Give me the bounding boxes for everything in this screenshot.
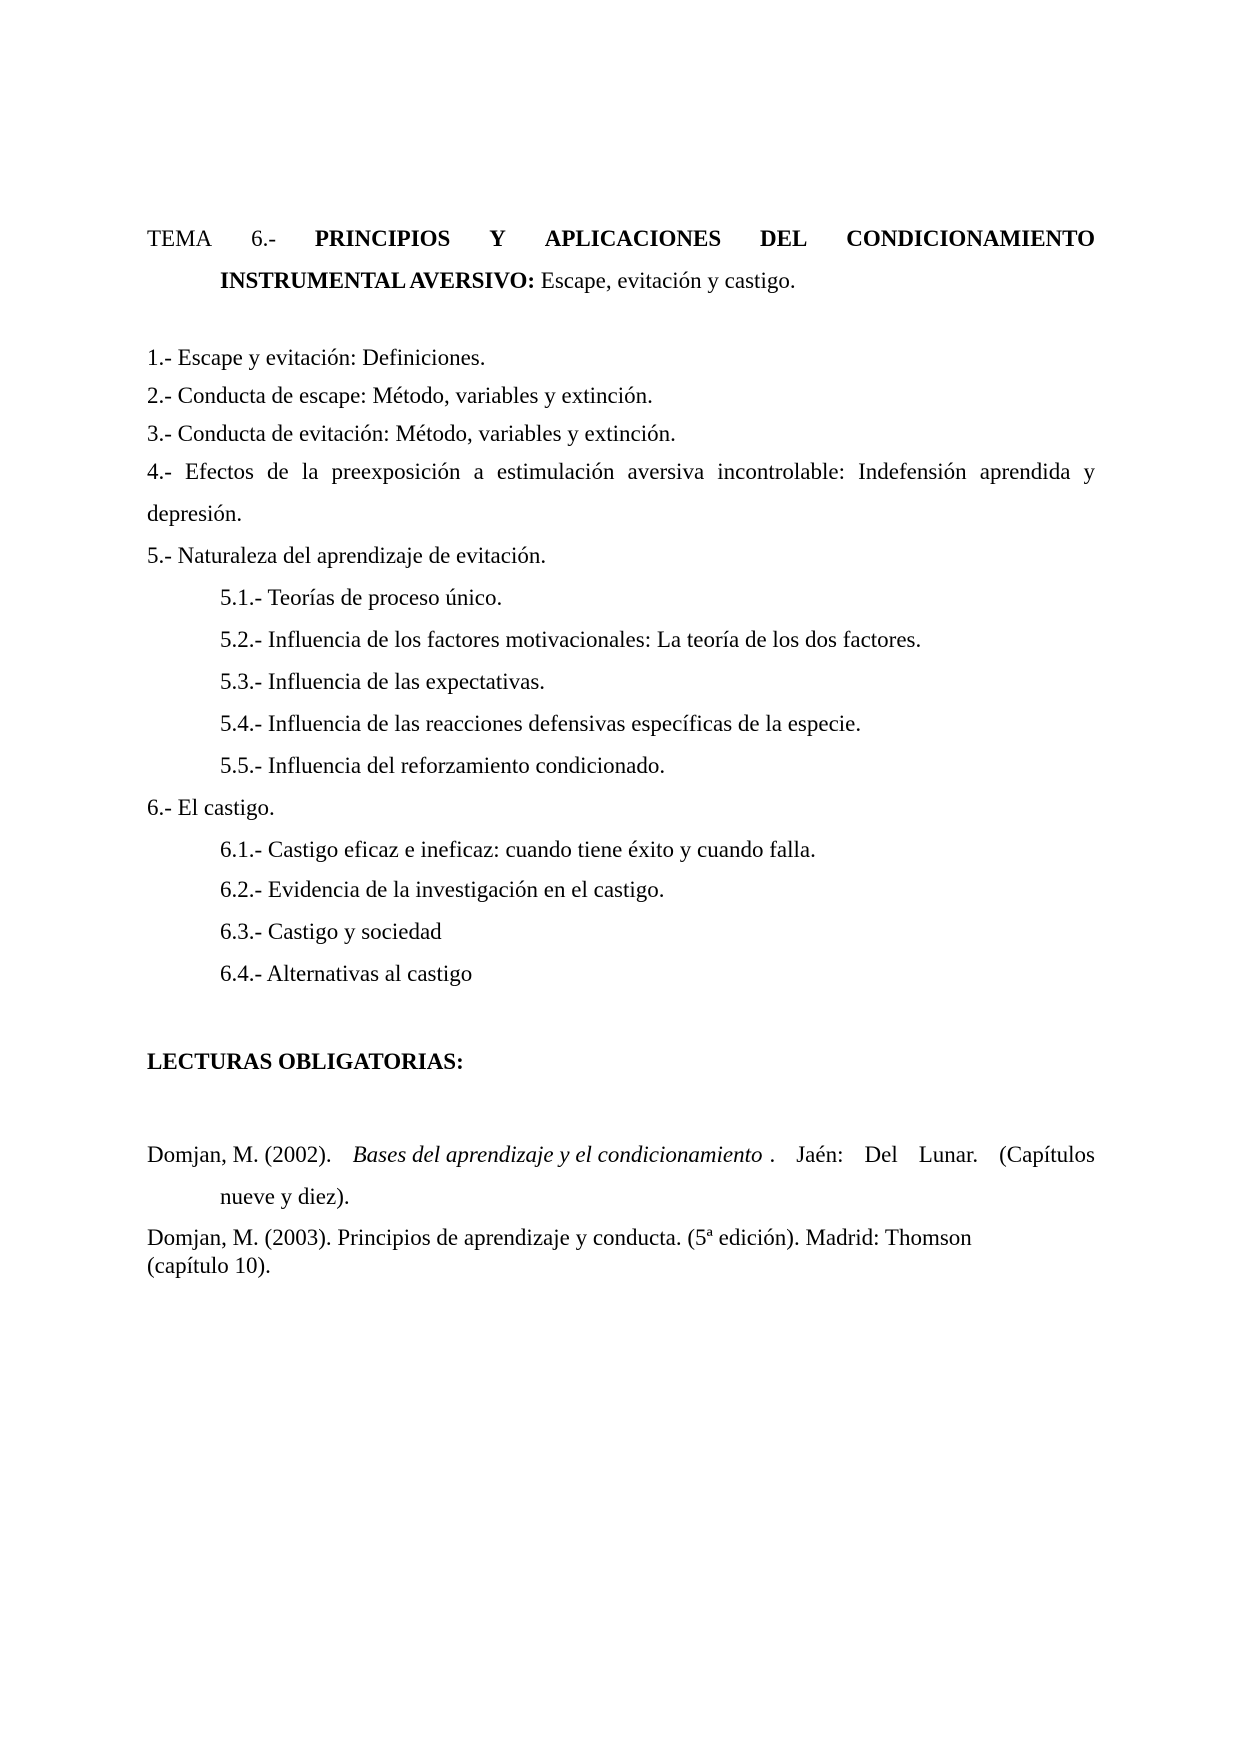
title-word: Y [489, 226, 506, 251]
outline-item-5-1: 5.1.- Teorías de proceso único. [220, 585, 503, 610]
reference-word: (Capítulos [999, 1142, 1095, 1167]
outline-item-5-4: 5.4.- Influencia de las reacciones defensivas específicas de la especie. [220, 711, 862, 736]
outline-word: aversiva [627, 459, 705, 484]
outline-word: preexposición [331, 459, 461, 484]
readings-heading: LECTURAS OBLIGATORIAS: [147, 1049, 464, 1074]
outline-word: incontrolable: [717, 459, 845, 484]
outline-item-6: 6.- El castigo. [147, 795, 275, 820]
outline-item-6-4: 6.4.- Alternativas al castigo [220, 961, 473, 986]
title-word: PRINCIPIOS [314, 226, 451, 251]
reading-reference-2-line-2: (capítulo 10). [147, 1253, 271, 1278]
outline-item-5-5: 5.5.- Influencia del reforzamiento condicionado. [220, 753, 666, 778]
outline-word: aprendida [979, 459, 1071, 484]
outline-item-1: 1.- Escape y evitación: Definiciones. [147, 345, 486, 370]
title-bold-continuation: INSTRUMENTAL AVERSIVO: [220, 268, 536, 293]
reference-word: Del [864, 1142, 898, 1167]
outline-item-5-2: 5.2.- Influencia de los factores motivacionales: La teoría de los dos factores. [220, 627, 922, 652]
topic-title [147, 218, 1095, 302]
outline-item-2: 2.- Conducta de escape: Método, variables y extinción. [147, 383, 653, 408]
outline-item-4-continuation: depresión. [147, 501, 243, 526]
outline-item-5-3: 5.3.- Influencia de las expectativas. [220, 669, 546, 694]
reference-word: . [769, 1142, 776, 1167]
outline-word: y [1083, 459, 1095, 484]
outline-word: Efectos [185, 459, 254, 484]
outline-item-3: 3.- Conducta de evitación: Método, variables y extinción. [147, 421, 676, 446]
topic-title-line-1 [147, 218, 1095, 260]
title-word: DEL [760, 226, 808, 251]
outline-word: Indefensión [858, 459, 967, 484]
reading-reference-1-line-2: nueve y diez). [220, 1184, 350, 1209]
outline-item-5: 5.- Naturaleza del aprendizaje de evitación. [147, 543, 547, 568]
reference-word: Lunar. [918, 1142, 979, 1167]
title-word: APLICACIONES [544, 226, 722, 251]
outline-item-6-1: 6.1.- Castigo eficaz e ineficaz: cuando tiene éxito y cuando falla. [220, 837, 816, 862]
reading-reference-1-line-1 [147, 1134, 1095, 1176]
outline-word: la [301, 459, 319, 484]
reading-reference-2-line-1: Domjan, M. (2003). Principios de aprendizaje y conducta. (5ª edición). Madrid: Thomson [147, 1225, 972, 1250]
reference-author: Domjan, M. (2002). [147, 1142, 332, 1167]
outline-item-6-2: 6.2.- Evidencia de la investigación en el castigo. [220, 877, 665, 902]
reference-title: Bases del aprendizaje y el condicionamiento [352, 1142, 763, 1167]
topic-title-line-2 [147, 260, 1095, 302]
tema-label: TEMA [147, 226, 213, 251]
reading-reference-1 [147, 1134, 1095, 1218]
outline-word: a [473, 459, 484, 484]
outline-word: 4.- [147, 459, 172, 484]
tema-number: 6.- [251, 226, 276, 251]
outline-word: de [267, 459, 289, 484]
reference-word: Jaén: [796, 1142, 844, 1167]
title-subtitle: Escape, evitación y castigo. [535, 268, 796, 293]
outline-word: estimulación [496, 459, 615, 484]
title-word: CONDICIONAMIENTO [846, 226, 1095, 251]
outline-item-6-3: 6.3.- Castigo y sociedad [220, 919, 442, 944]
outline-item-4 [147, 458, 1095, 486]
reading-reference-2 [147, 1224, 1095, 1280]
